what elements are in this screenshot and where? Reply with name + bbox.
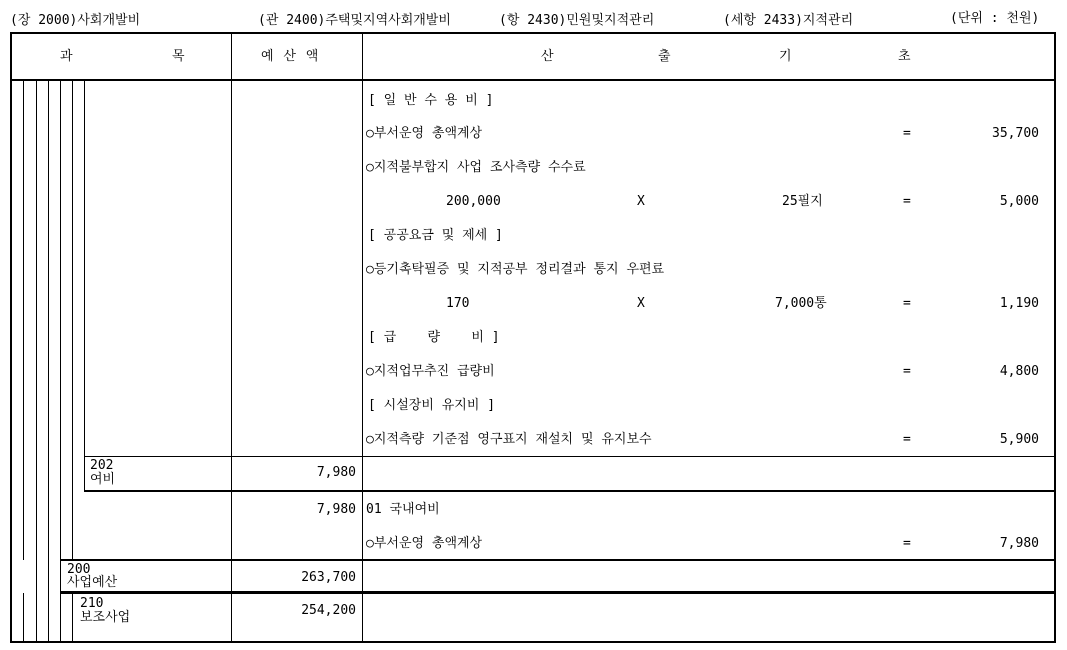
survey-qty: 200,000 xyxy=(446,194,501,209)
survey-amount: 5,000 xyxy=(999,194,1039,209)
column-basis-1: 산 xyxy=(541,49,554,64)
meal-title: [ 급 량 비 ] xyxy=(368,330,500,345)
multiply-sign: X xyxy=(637,194,645,209)
eq-sign: = xyxy=(903,536,911,551)
travel-budget: 7,980 xyxy=(316,465,356,480)
eq-sign: = xyxy=(903,126,911,141)
sehang-label: (세항 2433)지적관리 xyxy=(723,13,854,28)
postage-amount: 1,190 xyxy=(999,296,1039,311)
subsidy-name: 보조사업 xyxy=(80,610,131,625)
survey-fee-line: ○지적불부합지 사업 조사측량 수수료 xyxy=(366,160,586,175)
hang-label: (항 2430)민원및지적관리 xyxy=(499,13,655,28)
marker-amount: 5,900 xyxy=(999,432,1039,447)
domestic-dept-ops-line: ○부서운영 총액계상 xyxy=(366,536,483,551)
travel-code: 202 xyxy=(90,458,114,473)
public-utilities-title: [ 공공요금 및 제세 ] xyxy=(368,228,503,243)
column-basis-4: 초 xyxy=(898,49,911,64)
domestic-amount: 7,980 xyxy=(999,536,1039,551)
column-basis-3: 기 xyxy=(779,49,792,64)
column-mok: 목 xyxy=(172,49,185,64)
eq-sign: = xyxy=(903,364,911,379)
subsidy-code: 210 xyxy=(80,596,104,611)
eq-sign: = xyxy=(903,296,911,311)
project-budget: 263,700 xyxy=(301,570,356,585)
column-basis-2: 출 xyxy=(658,49,671,64)
travel-name: 여비 xyxy=(90,472,116,487)
domestic-travel-title: 01 국내여비 xyxy=(366,502,440,517)
marker-line: ○지적측량 기준점 영구표지 재설치 및 유지보수 xyxy=(366,432,652,447)
dept-ops-line: ○부서운영 총액계상 xyxy=(366,126,483,141)
domestic-travel-budget: 7,980 xyxy=(316,502,356,517)
project-name: 사업예산 xyxy=(67,575,118,590)
jang-label: (장 2000)사회개발비 xyxy=(10,13,141,28)
column-gwa: 과 xyxy=(60,49,73,64)
meal-amount: 4,800 xyxy=(999,364,1039,379)
eq-sign: = xyxy=(903,194,911,209)
facility-title: [ 시설장비 유지비 ] xyxy=(368,398,496,413)
meal-line: ○지적업무추진 급량비 xyxy=(366,364,495,379)
subsidy-budget: 254,200 xyxy=(301,603,356,618)
postage-line: ○등기촉탁필증 및 지적공부 정리결과 통지 우편료 xyxy=(366,262,665,277)
dept-ops-amount: 35,700 xyxy=(992,126,1039,141)
survey-parcels: 25필지 xyxy=(782,194,823,209)
general-expenses-title: [ 일 반 수 용 비 ] xyxy=(368,93,494,108)
postage-qty: 170 xyxy=(446,296,470,311)
multiply-sign: X xyxy=(637,296,645,311)
column-budget: 예 산 액 xyxy=(261,49,319,64)
unit-label: (단위 : 천원) xyxy=(950,11,1040,26)
postage-count: 7,000통 xyxy=(775,296,827,311)
gwan-label: (관 2400)주택및지역사회개발비 xyxy=(258,13,451,28)
project-code: 200 xyxy=(67,562,91,577)
eq-sign: = xyxy=(903,432,911,447)
